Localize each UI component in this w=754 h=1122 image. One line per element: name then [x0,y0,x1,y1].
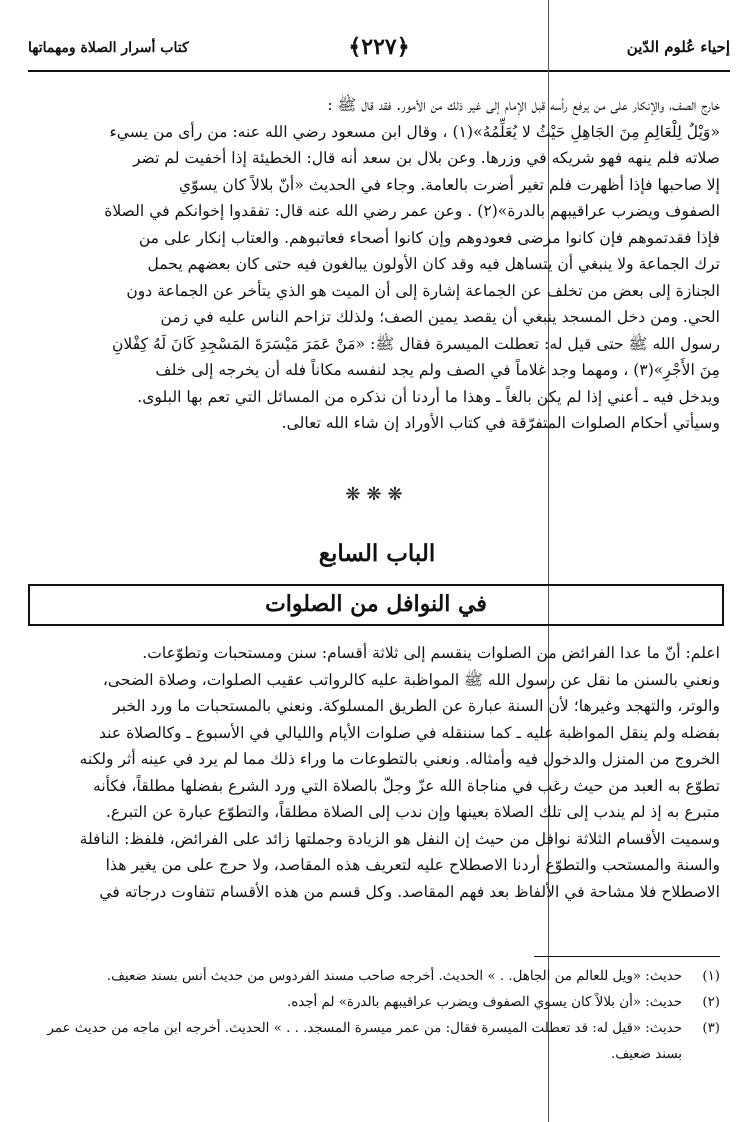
text-line: وسيأتي أحكام الصلوات المتفرّقة في كتاب الأوراد إن شاء الله تعالى. [281,414,720,432]
text-line: رسول الله ﷺ حتى قيل له: تعطلت الميسرة فقال ﷺ: «مَنْ عَمَرَ مَيْسَرَةَ المَسْجِدِ كَانَ لَهُ كِفْلانِ [111,334,720,353]
text-line: الخروج من المنزل والدخول فيه وأمثاله. ونعني بالتطوعات ما وراء ذلك مما لم يرد في عينه أثر ولكنه [79,750,720,768]
header-rule [28,70,730,72]
footnote-rule [534,956,720,957]
text-line: بفضله ولم ينقل المواظبة عليه ـ كما سننقله في صلوات الأيام والليالي في الأسبوع ـ وكالصلاة عند [98,723,720,742]
text-line: فإذا فقدتموهم فإن كانوا مرضى فعودوهم وإن كانوا أصحاء فعاتبوهم. والعتاب إنكار على من [138,228,720,247]
footnote-text: حديث: «ويل للعالم من الجاهل. . » الحديث. أخرجه صاحب مسند الفردوس من حديث أنس بسند ضعيف. [106,969,682,984]
text-line: تطوّع به العبد من حيث رغب في مناجاة الله عزّ وجلّ بالصلاة التي ورد الشرع بفضلها مطلقاً، فكأنه [92,776,720,795]
running-header [28,28,730,78]
footnote [34,964,720,990]
text-line: والوتر، والتهجد وغيرها؛ لأن السنة عبارة عن الطريق المسلوكة. ونعني بالمستحبات ما ورد الخبر [113,697,720,715]
footnote-number: (٣) [702,1021,720,1036]
text-line: وسميت الأقسام الثلاثة نوافل من حيث إن النفل هو الزيادة وجملتها زائد على الفرائض، فلفظ: النافلة [79,829,720,848]
text-line: مِنَ الأَجْرِ»(٣) ، ومهما وجد غلاماً في الصف ولم يجد لنفسه مكاناً فله أن يخرجه إلى خلف [155,361,720,379]
text-line: الصفوف ويضرب عراقيبهم بالدرة»(٢) . وعن عمر رضي الله عنه قال: تفقدوا إخوانكم في الصلاة [104,202,720,220]
text-line: الاصطلاح فلا مشاحة في الألفاظ بعد فهم المقاصد. وكل قسم من هذه الأقسام تتفاوت درجاته في [99,882,720,901]
footnotes [34,964,720,1068]
paragraph-1 [34,92,720,437]
footnote [34,990,720,1016]
chapter-title-header: كتاب أسرار الصلاة ومهماتها [28,40,189,56]
text-line: ترك الجماعة ولا ينبغي أن يتساهل فيه وقد كان الأولون يبالغون فيه حتى كان بعضهم يحمل [147,255,720,273]
text-line: اعلم: أنّ ما عدا الفرائض من الصلوات ينقسم إلى ثلاثة أقسام: سنن ومستحبات وتطوّعات. [142,644,720,662]
text-line: إلا صاحبها فإذا أظهرت فلم تغير أضرت بالعامة. وجاء في الحديث «أنّ بلالاً كان يسوّي [178,175,720,194]
page-number: ﴿٢٢٧﴾ [348,34,410,60]
text-line: صلاته فلم ينهه فهو شريكه في وزرها. وعن بلال بن سعد أنه قال: الخطيئة إذا أخفيت لم تضر [132,149,720,167]
text-line: والسنة والمستحب والتطوّع أردنا الاصطلاح عليه لتعريف هذه المقاصد، ولا حرج على من يغير هذا [105,856,720,874]
text-line: ويدخل فيه ـ أعني إذا لم يكن بالغاً ـ وهذا ما أردنا أن نذكره من المسائل التي تعم بها البلوى. [137,387,720,406]
text-line: الحي. ومن دخل المسجد ينبغي أن يقصد يمين الصف؛ ولذلك تزاحم الناس عليه في زمن [160,308,720,326]
text-line: الجنازة إلى بعض من تخلف عن الجماعة إشارة إلى أن الميت هو الذي يتأخر عن الجماعة دون [126,281,720,300]
section-heading: في النوافل من الصلوات [265,591,487,617]
text-line: «وَيْلٌ لِلْعَالِمِ مِنَ الجَاهِلِ حَيْثُ لا يُعَلِّمُهُ»(١) ، وقال ابن مسعود رضي الله عنه: من رأى من يسيء [109,122,720,141]
section-heading-box [28,584,724,626]
section-separator: ❋❋❋ [345,484,409,505]
text-line: خارج الصف، والإنكار على من يرفع رأسه قبل الإمام إلى غير ذلك من الأمور. فقد قال ﷺ : [327,96,720,114]
text-line: ونعني بالسنن ما نقل عن رسول الله ﷺ المواظبة عليه كالرواتب عقيب الصلوات، وصلاة الضحى، [102,670,720,689]
chapter-heading: الباب السابع [318,540,436,567]
book-title: إحياء عُلوم الدّين [626,38,730,56]
footnote-text: حديث: «قيل له: قد تعطلت الميسرة فقال: من عمر ميسرة المسجد. . . » الحديث. أخرجه ابن ماجه من حديث عمر بسند ضعيف. [47,1021,682,1062]
paragraph-2 [34,640,720,905]
footnote [34,1016,720,1068]
footnote-text: حديث: «أن بلالاً كان يسوي الصفوف ويضرب عراقيبهم بالدرة» لم أجده. [286,995,682,1010]
footnote-number: (١) [702,969,720,984]
text-line: متبرع به إذ لم يندب إلى تلك الصلاة بعينها وإن ندب إلى الصلاة مطلقاً، والتطوّع عبارة عن التبرع. [105,803,720,821]
footnote-number: (٢) [702,995,720,1010]
